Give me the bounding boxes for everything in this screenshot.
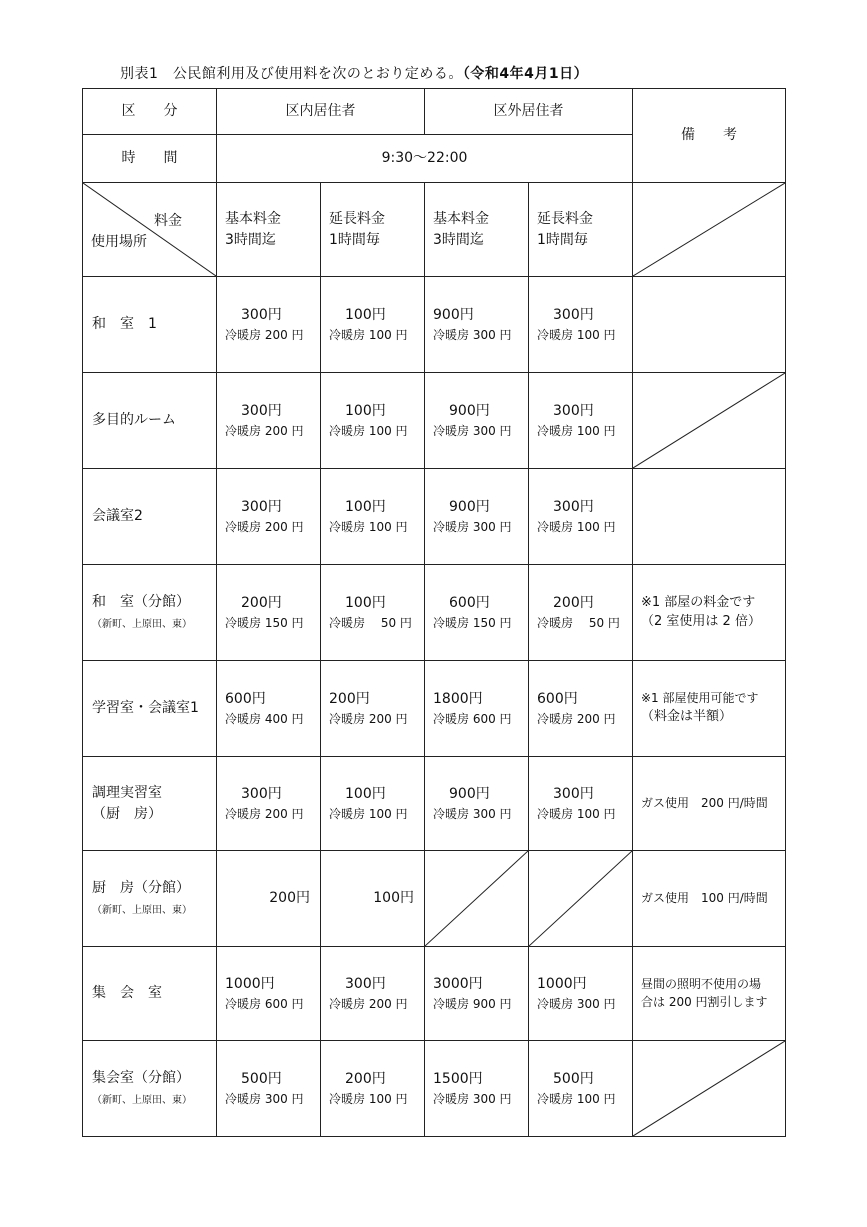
remarks-cell [633,277,786,373]
table-row [83,565,786,661]
remark-line: ガス使用 200 円/時間 [641,795,768,810]
room-name-cell [83,1041,217,1137]
remarks-cell [633,757,786,851]
price-main: 900円 [449,785,490,802]
price-aircon: 冷暖房 100 円 [537,423,616,438]
price-aircon: 冷暖房 600 円 [225,996,304,1011]
remarks-cell [633,851,786,947]
price-main: 200円 [345,1070,386,1087]
price-main: 1800円 [433,690,483,707]
price-aircon: 冷暖房 200 円 [225,327,304,342]
price-main: 300円 [241,785,282,802]
price-main: 200円 [553,594,594,611]
remark-line: （料金は半額） [641,708,733,724]
corner-label-place: 使用場所 [91,233,147,250]
room-name: 和 室 1 [92,316,157,333]
corner-header-cell [83,183,217,277]
price-main: 100円 [345,785,386,802]
table-row [83,277,786,373]
fee-unit-label: 1時間毎 [329,231,380,248]
price-cell [217,661,321,757]
room-name-cell [83,947,217,1041]
room-branches: （新町、上原田、東） [92,1095,192,1107]
price-aircon: 冷暖房 200 円 [225,423,304,438]
price-aircon: 冷暖房 200 円 [537,711,616,726]
diagonal-line [633,1041,785,1136]
header-outer-resident: 区外居住者 [425,89,633,135]
room-name-cell [83,469,217,565]
room-name: 調理実習室 [92,785,162,802]
price-aircon: 冷暖房 100 円 [329,423,408,438]
fee-unit-label: 3時間迄 [225,231,276,248]
room-name-cell [83,851,217,947]
remarks-header-blank [633,183,786,277]
price-aircon: 冷暖房 100 円 [329,806,408,821]
table-row [83,373,786,469]
price-cell [321,757,425,851]
price-main: 100円 [345,306,386,323]
price-cell [425,277,529,373]
room-name-cell [83,373,217,469]
room-branches: （新町、上原田、東） [92,905,192,917]
fee-header-inner-ext [321,183,425,277]
price-cell [529,277,633,373]
price-aircon: 冷暖房 50 円 [329,615,412,630]
room-name: 和 室（分館） [92,594,190,611]
remarks-cell [633,373,786,469]
fee-unit-label: 1時間毎 [537,231,588,248]
price-main: 300円 [241,402,282,419]
price-aircon: 冷暖房 300 円 [433,423,512,438]
opening-hours: 9:30～22:00 [217,135,633,183]
table-row [83,851,786,947]
price-cell [217,757,321,851]
price-cell [321,277,425,373]
price-cell [529,373,633,469]
price-cell [425,757,529,851]
price-cell [321,1041,425,1137]
price-main: 100円 [345,402,386,419]
price-cell [425,373,529,469]
fee-type-label: 基本料金 [433,211,489,228]
table-row [83,1041,786,1137]
price-main: 200円 [241,594,282,611]
room-subname: （厨 房） [92,805,162,822]
fee-header-inner-base [217,183,321,277]
header-row-category [83,89,786,135]
price-cell [217,373,321,469]
price-aircon: 冷暖房 100 円 [329,1091,408,1106]
table-row [83,661,786,757]
price-main: 1000円 [225,975,275,992]
price-main: 100円 [345,498,386,515]
fee-type-label: 延長料金 [537,211,593,228]
remarks-cell [633,1041,786,1137]
price-aircon: 冷暖房 200 円 [329,996,408,1011]
price-aircon: 冷暖房 100 円 [329,327,408,342]
table-row [83,757,786,851]
price-aircon: 冷暖房 300 円 [433,519,512,534]
price-cell [321,469,425,565]
fee-type-label: 延長料金 [329,211,385,228]
fee-header-outer-base [425,183,529,277]
price-main: 500円 [553,1070,594,1087]
price-main: 600円 [537,690,578,707]
room-name-cell [83,565,217,661]
price-cell [217,947,321,1041]
title-prefix: 別表1 公民館利用及び使用料を次のとおり定める。 [120,66,463,82]
document-title [120,63,588,83]
header-jikan: 時 間 [83,135,217,183]
price-aircon: 冷暖房 300 円 [433,327,512,342]
diagonal-line [633,183,785,276]
price-cell [529,757,633,851]
price-aircon: 冷暖房 200 円 [225,519,304,534]
price-main: 900円 [433,306,474,323]
price-cell [217,469,321,565]
price-cell [425,947,529,1041]
price-cell [425,661,529,757]
price-cell [529,947,633,1041]
price-cell [425,469,529,565]
remarks-cell [633,565,786,661]
corner-label-fee: 料金 [154,213,182,229]
price-aircon: 冷暖房 150 円 [433,615,512,630]
price-main: 900円 [449,402,490,419]
price-cell [425,1041,529,1137]
price-aircon: 冷暖房 100 円 [329,519,408,534]
price-main: 300円 [553,785,594,802]
remark-line: （2 室使用は 2 倍） [641,613,761,629]
remark-line: 昼間の照明不使用の場 [641,977,762,992]
price-cell [529,661,633,757]
room-name: 多目的ルーム [92,412,176,429]
price-main: 100円 [373,890,414,907]
price-cell [321,851,425,947]
header-row-fee-types [83,183,786,277]
fee-unit-label: 3時間迄 [433,231,484,248]
price-cell [217,277,321,373]
remarks-cell [633,661,786,757]
price-cell [217,565,321,661]
price-main: 300円 [553,402,594,419]
price-cell [321,661,425,757]
price-cell-na [529,851,633,947]
price-aircon: 冷暖房 100 円 [537,806,616,821]
remark-line: 合は 200 円割引します [641,994,768,1009]
fee-table [82,88,786,1137]
diagonal-line [633,373,785,468]
price-aircon: 冷暖房 100 円 [537,1091,616,1106]
price-main: 1500円 [433,1070,483,1087]
fee-header-outer-ext [529,183,633,277]
price-aircon: 冷暖房 300 円 [225,1091,304,1106]
header-kubun: 区 分 [83,89,217,135]
room-name: 学習室・会議室1 [92,700,199,717]
diagonal-line [83,183,216,276]
header-remarks: 備 考 [633,89,786,183]
price-cell-na [425,851,529,947]
price-aircon: 冷暖房 900 円 [433,996,512,1011]
price-main: 3000円 [433,975,483,992]
price-main: 1000円 [537,975,587,992]
room-name-cell [83,757,217,851]
price-main: 900円 [449,498,490,515]
room-name: 集 会 室 [92,985,162,1002]
price-aircon: 冷暖房 300 円 [433,806,512,821]
price-main: 500円 [241,1070,282,1087]
remark-line: ※1 部屋使用可能です [641,691,759,706]
room-branches: （新町、上原田、東） [92,619,192,631]
price-aircon: 冷暖房 300 円 [433,1091,512,1106]
diagonal-line [529,851,632,946]
price-cell [217,851,321,947]
price-main: 300円 [553,306,594,323]
price-main: 600円 [225,690,266,707]
price-aircon: 冷暖房 200 円 [329,711,408,726]
price-cell [217,1041,321,1137]
remarks-cell [633,469,786,565]
room-name: 厨 房（分館） [92,880,190,897]
price-main: 300円 [241,306,282,323]
price-main: 300円 [345,975,386,992]
price-cell [529,469,633,565]
title-date: （令和4年4月1日） [462,66,589,82]
price-main: 300円 [241,498,282,515]
fee-type-label: 基本料金 [225,211,281,228]
header-inner-resident: 区内居住者 [217,89,425,135]
price-main: 300円 [553,498,594,515]
price-aircon: 冷暖房 50 円 [537,615,620,630]
price-aircon: 冷暖房 600 円 [433,711,512,726]
price-cell [321,947,425,1041]
price-aircon: 冷暖房 200 円 [225,806,304,821]
room-name-cell [83,277,217,373]
room-name: 集会室（分館） [92,1070,190,1087]
remark-line: ガス使用 100 円/時間 [641,890,768,905]
price-cell [425,565,529,661]
price-aircon: 冷暖房 400 円 [225,711,304,726]
price-aircon: 冷暖房 100 円 [537,327,616,342]
diagonal-line [425,851,528,946]
price-aircon: 冷暖房 150 円 [225,615,304,630]
price-cell [529,1041,633,1137]
price-main: 200円 [329,690,370,707]
price-aircon: 冷暖房 300 円 [537,996,616,1011]
price-main: 200円 [269,890,310,907]
remarks-cell [633,947,786,1041]
price-main: 100円 [345,594,386,611]
price-main: 600円 [449,594,490,611]
price-cell [321,373,425,469]
price-cell [321,565,425,661]
table-row [83,947,786,1041]
price-cell [529,565,633,661]
price-aircon: 冷暖房 100 円 [537,519,616,534]
remark-line: ※1 部屋の料金です [641,594,756,610]
table-row [83,469,786,565]
room-name: 会議室2 [92,508,143,525]
room-name-cell [83,661,217,757]
